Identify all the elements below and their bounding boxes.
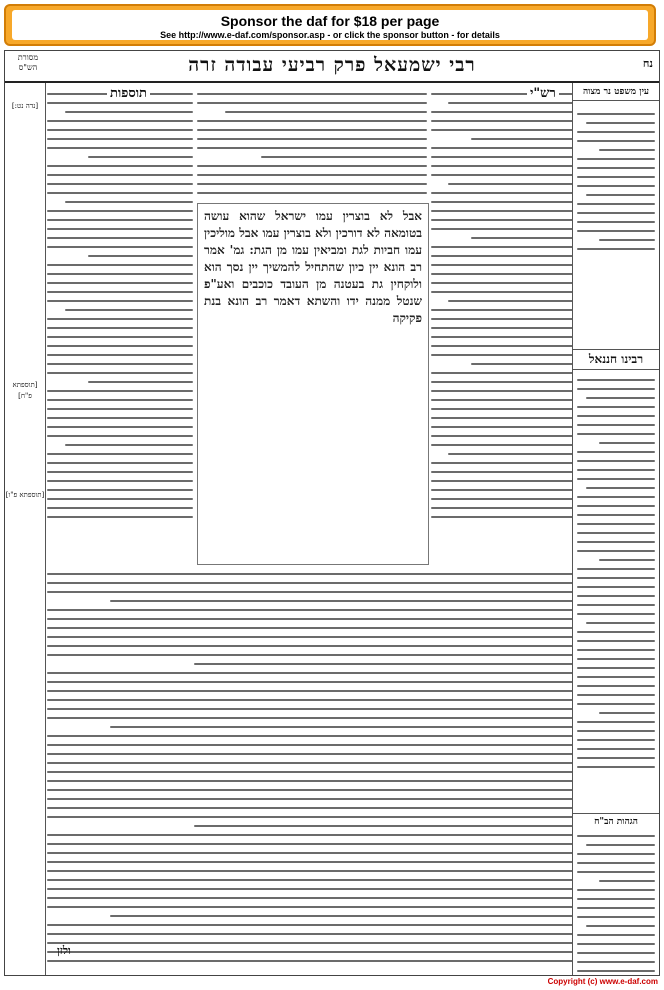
ein-mishpat-lines <box>577 113 655 257</box>
catchword: ולזן <box>57 944 71 957</box>
page-number: נח <box>642 57 653 70</box>
center-top-lines <box>197 93 427 201</box>
sponsor-banner[interactable] <box>4 4 656 46</box>
gemara-text-block <box>197 203 429 565</box>
rabbenu-chananel-lines <box>577 379 655 775</box>
hagahot-lines <box>577 835 655 975</box>
lower-commentary-lines <box>47 573 573 969</box>
right-margin-column <box>572 83 659 975</box>
hagahot-habach-heading: הגהות הב"ח <box>573 813 659 829</box>
gemara-text: אבל לא בוצרין עמו ישראל שהוא עושה בטומאה לא דורכין ולא בוצרין עמו אבל מוליכין עמו חביות לגת ומביאין עמו מן הגת: גמ' אמר רב הונא יין כיון שהתחיל להמשיך יין נסך הוא ולוקחין גת בעטנה מן העובד כוכבים ואע"פ שנטל ממנה ידו והשתא דאמר רב הונא בנת פקיקה <box>204 209 422 325</box>
main-text-area <box>47 83 573 975</box>
left-margin-column <box>5 83 46 975</box>
talmud-page <box>4 50 660 976</box>
page-title: רבי ישמעאל פרק רביעי עבודה זרה <box>188 54 476 76</box>
margin-ref: [תוספתא פ"ו] <box>5 491 45 499</box>
tosafot-label: תוספות <box>107 85 150 101</box>
rabbenu-chananel-heading: רבינו חננאל <box>573 349 659 370</box>
header-ref-label: מסורת הש"ס <box>17 53 39 72</box>
copyright-notice: Copyright (c) www.e-daf.com <box>547 977 658 986</box>
rashi-label: רש"י <box>527 85 559 101</box>
page-header <box>5 51 659 83</box>
sponsor-banner-inner <box>12 10 648 40</box>
margin-ref: [תוספתא פ"ח] <box>12 381 38 400</box>
margin-ref: [נדה נט:] <box>11 102 39 110</box>
sponsor-banner-title[interactable]: Sponsor the daf for $18 per page <box>220 13 440 29</box>
rashi-lines <box>431 93 573 525</box>
sponsor-banner-subtitle: See http://www.e-daf.com/sponsor.asp - or click the sponsor button - for details <box>160 30 500 40</box>
ein-mishpat-heading: עין משפט נר מצוה <box>573 83 659 101</box>
tosafot-lines <box>47 93 193 525</box>
